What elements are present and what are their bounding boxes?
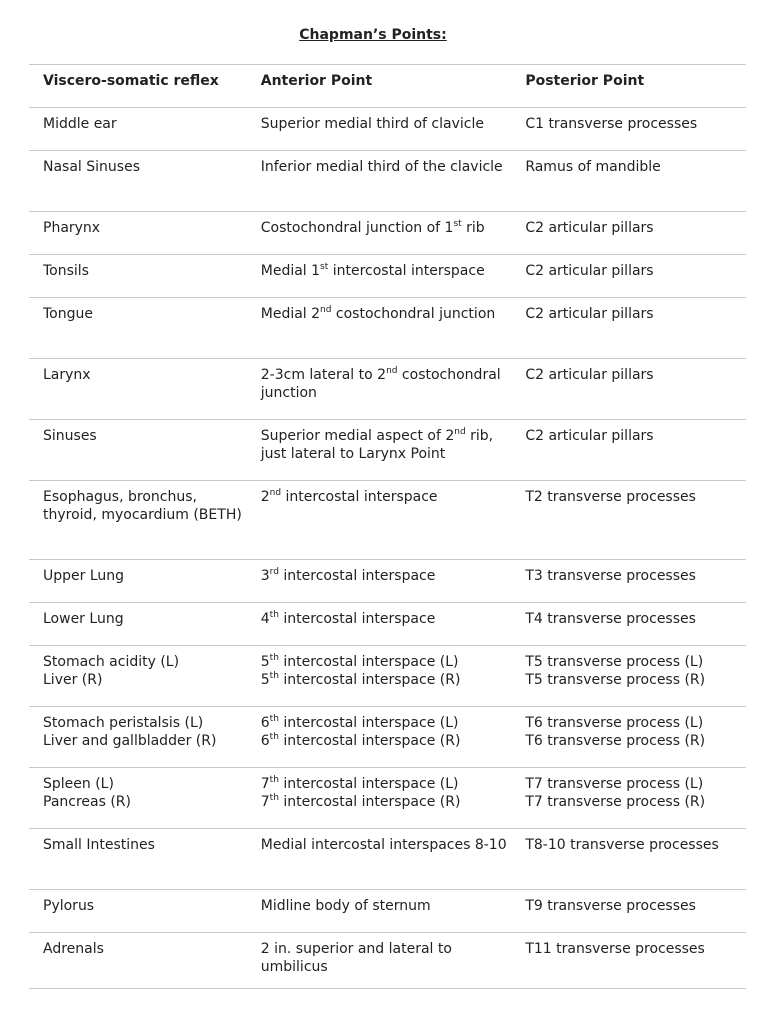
cell-text: T4 transverse processes [525, 611, 696, 627]
chapman-points-table [29, 64, 746, 989]
cell-text: 2-3cm lateral to 2 [260, 367, 387, 383]
table-row [29, 151, 746, 212]
cell-text: 4 [260, 611, 270, 627]
posterior-point-cell [510, 481, 746, 560]
cell-text: 5 [260, 654, 270, 670]
cell-text: Stomach acidity (L) [43, 654, 180, 670]
posterior-point-cell [510, 829, 746, 890]
cell-text: Midline body of sternum [260, 898, 431, 914]
table-row [29, 768, 746, 829]
cell-text: intercostal interspace (L) [278, 715, 459, 731]
cell-text: 6 [260, 733, 270, 749]
anterior-point-cell [247, 707, 511, 768]
reflex-cell [29, 890, 247, 933]
reflex-cell [29, 933, 247, 989]
anterior-point-cell [247, 768, 511, 829]
cell-text: Medial intercostal interspaces 8-10 [260, 837, 507, 853]
reflex-cell [29, 646, 247, 707]
anterior-point-cell [247, 151, 511, 212]
posterior-point-cell [510, 890, 746, 933]
cell-text: Middle ear [43, 116, 117, 132]
ordinal-suffix: nd [386, 366, 398, 376]
ordinal-suffix: th [269, 732, 279, 742]
table-row [29, 829, 746, 890]
cell-text: T9 transverse processes [525, 898, 696, 914]
cell-text: intercostal interspace [278, 568, 436, 584]
anterior-point-cell [247, 646, 511, 707]
cell-text: intercostal interspace [281, 489, 438, 505]
anterior-point-cell [247, 481, 511, 560]
reflex-cell [29, 298, 247, 359]
ordinal-suffix: nd [269, 488, 282, 498]
posterior-point-cell [510, 768, 746, 829]
cell-text: intercostal interspace [328, 263, 485, 279]
anterior-point-cell [247, 829, 511, 890]
table-row [29, 359, 746, 420]
cell-text: Stomach peristalsis (L) [43, 715, 204, 731]
cell-text: T7 transverse process (L) [525, 776, 704, 792]
cell-text: Medial 2 [260, 306, 321, 322]
cell-text: 2 in. superior and lateral to umbilicus [260, 941, 452, 975]
reflex-cell [29, 829, 247, 890]
cell-text: 3 [260, 568, 270, 584]
anterior-point-cell [247, 108, 511, 151]
reflex-cell [29, 420, 247, 481]
cell-text: C1 transverse processes [525, 116, 698, 132]
reflex-cell [29, 603, 247, 646]
cell-text: T6 transverse process (R) [525, 733, 706, 749]
cell-text: Tonsils [43, 263, 89, 279]
anterior-point-cell [247, 603, 511, 646]
cell-text: 7 [260, 776, 270, 792]
posterior-point-cell [510, 108, 746, 151]
cell-text: T3 transverse processes [525, 568, 696, 584]
table-row [29, 108, 746, 151]
table-header-row [29, 65, 746, 108]
header-viscero-somatic-reflex: Viscero-somatic reflex [29, 65, 247, 108]
reflex-cell [29, 481, 247, 560]
cell-text: Tongue [43, 306, 93, 322]
cell-text: C2 articular pillars [525, 306, 654, 322]
reflex-cell [29, 151, 247, 212]
table-row [29, 933, 746, 989]
cell-text: 6 [260, 715, 270, 731]
cell-text: 2 [260, 489, 270, 505]
cell-text: Esophagus, bronchus, thyroid, myocardium (BETH) [43, 489, 242, 523]
cell-text: Lower Lung [43, 611, 124, 627]
anterior-point-cell [247, 560, 511, 603]
table-row [29, 298, 746, 359]
posterior-point-cell [510, 255, 746, 298]
cell-text: Liver (R) [43, 672, 103, 688]
cell-text: rib, just lateral to Larynx Point [260, 428, 494, 462]
reflex-cell [29, 768, 247, 829]
table-row [29, 481, 746, 560]
table-row [29, 212, 746, 255]
ordinal-suffix: rd [269, 567, 279, 577]
cell-text: Nasal Sinuses [43, 159, 140, 175]
cell-text: C2 articular pillars [525, 263, 654, 279]
anterior-point-cell [247, 890, 511, 933]
cell-text: Sinuses [43, 428, 97, 444]
anterior-point-cell [247, 298, 511, 359]
ordinal-suffix: th [269, 610, 279, 620]
cell-text: 5 [260, 672, 270, 688]
reflex-cell [29, 212, 247, 255]
posterior-point-cell [510, 707, 746, 768]
cell-text: T5 transverse process (L) [525, 654, 704, 670]
cell-text: Pylorus [43, 898, 95, 914]
reflex-cell [29, 560, 247, 603]
ordinal-suffix: st [453, 219, 462, 229]
table-row [29, 603, 746, 646]
posterior-point-cell [510, 560, 746, 603]
cell-text: T2 transverse processes [525, 489, 696, 505]
cell-text: Pancreas (R) [43, 794, 131, 810]
cell-text: C2 articular pillars [525, 367, 654, 383]
cell-text: Medial 1 [260, 263, 321, 279]
posterior-point-cell [510, 151, 746, 212]
ordinal-suffix: th [269, 775, 279, 785]
cell-text: Upper Lung [43, 568, 125, 584]
document-title: Chapman’s Points: [299, 27, 447, 43]
cell-text: Small Intestines [43, 837, 155, 853]
cell-text: C2 articular pillars [525, 428, 654, 444]
ordinal-suffix: nd [454, 427, 466, 437]
posterior-point-cell [510, 933, 746, 989]
cell-text: Costochondral junction of 1 [260, 220, 454, 236]
cell-text: intercostal interspace [278, 611, 436, 627]
reflex-cell [29, 359, 247, 420]
cell-text: Inferior medial third of the clavicle [260, 159, 503, 175]
anterior-point-cell [247, 255, 511, 298]
reflex-cell [29, 255, 247, 298]
header-posterior-point: Posterior Point [510, 65, 746, 108]
posterior-point-cell [510, 603, 746, 646]
ordinal-suffix: nd [320, 305, 332, 315]
cell-text: Ramus of mandible [525, 159, 661, 175]
cell-text: Adrenals [43, 941, 104, 957]
table-row [29, 707, 746, 768]
anterior-point-cell [247, 933, 511, 989]
cell-text: Liver and gallbladder (R) [43, 733, 217, 749]
anterior-point-cell [247, 420, 511, 481]
cell-text: intercostal interspace (R) [278, 794, 461, 810]
ordinal-suffix: th [269, 714, 279, 724]
reflex-cell [29, 108, 247, 151]
table-row [29, 255, 746, 298]
ordinal-suffix: th [269, 793, 279, 803]
ordinal-suffix: st [320, 262, 329, 272]
posterior-point-cell [510, 420, 746, 481]
cell-text: Superior medial third of clavicle [260, 116, 484, 132]
cell-text: intercostal interspace (L) [278, 776, 459, 792]
table-row [29, 420, 746, 481]
cell-text: Larynx [43, 367, 91, 383]
table-row [29, 890, 746, 933]
cell-text: Pharynx [43, 220, 101, 236]
ordinal-suffix: th [269, 653, 279, 663]
cell-text: Spleen (L) [43, 776, 114, 792]
anterior-point-cell [247, 212, 511, 255]
cell-text: T7 transverse process (R) [525, 794, 706, 810]
table-row [29, 560, 746, 603]
cell-text: Superior medial aspect of 2 [260, 428, 455, 444]
posterior-point-cell [510, 298, 746, 359]
cell-text: intercostal interspace (L) [278, 654, 459, 670]
cell-text: 7 [260, 794, 270, 810]
cell-text: T8-10 transverse processes [525, 837, 719, 853]
cell-text: T11 transverse processes [525, 941, 705, 957]
header-anterior-point: Anterior Point [247, 65, 511, 108]
reflex-cell [29, 707, 247, 768]
cell-text: T6 transverse process (L) [525, 715, 704, 731]
cell-text: costochondral junction [331, 306, 496, 322]
cell-text: intercostal interspace (R) [278, 733, 461, 749]
cell-text: T5 transverse process (R) [525, 672, 706, 688]
table-row [29, 646, 746, 707]
posterior-point-cell [510, 212, 746, 255]
cell-text: costochondral junction [260, 367, 501, 401]
table-body [29, 108, 746, 989]
cell-text: rib [461, 220, 485, 236]
cell-text: intercostal interspace (R) [278, 672, 461, 688]
anterior-point-cell [247, 359, 511, 420]
ordinal-suffix: th [269, 671, 279, 681]
cell-text: C2 articular pillars [525, 220, 654, 236]
posterior-point-cell [510, 646, 746, 707]
posterior-point-cell [510, 359, 746, 420]
